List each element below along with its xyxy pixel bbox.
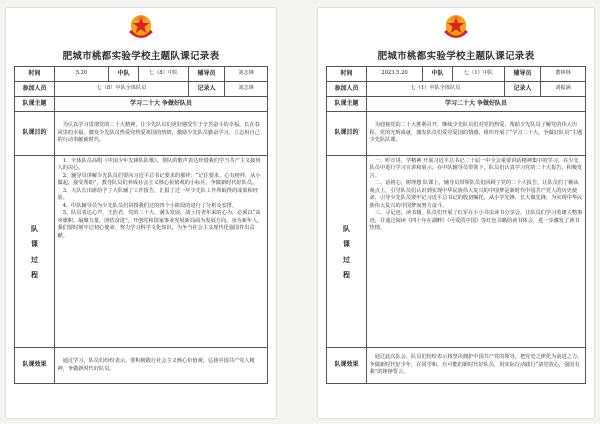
process-item: 二、话初心，树理想 队课上，辅导员带领队员们回顾了党的二十大报告，让队员们了解从观点上，引导队员们认识到实现中华民族伟大复兴的中国梦是新时代中国共产党人的历史使命，引导少先队员要牢记习近平总书记的殷切嘱托，从小学先锋、长大做先锋，为实现中华民族伟大复兴的中国梦而努力奋斗。 xyxy=(369,180,583,209)
squad-label: 中队 xyxy=(109,67,139,82)
process-item: 5、队员表达心声，王浩君，党的二十大，满头发展，战士持青年来的心为，必须以“高举旗帜，凝聚力量，团结奋进”，开创党和国家事业发展新局面为发展方向。身为新年人，我们要时刻牢记初心使命，努力学习科学文化知识，为争当社会主义现代化强国作出贡献。 xyxy=(57,210,263,239)
recorder-value: 刘志锋 xyxy=(225,82,268,97)
recorder-value: 刘振涵 xyxy=(541,82,586,97)
topic-label: 队课主题 xyxy=(327,97,367,112)
counselor-label: 辅导员 xyxy=(505,67,541,82)
participants-label: 参加人员 xyxy=(15,82,55,97)
process-item: 1、全体队员高唱《中国少年先锋队队歌》，帮队的歌声表达珍惜我们学当共产主义接班人的决心。 xyxy=(57,157,261,172)
participants-label: 参加人员 xyxy=(327,82,367,97)
goal-text: 为迎接党的二十大胜利召开，继续少先队员们对党的热爱，帮助少先队员了解党的伟大历程、党的光辉成就，激发队员们爱党爱国的情感，组织开展了“学习二十大，争做好队员”主题少先队队课。 xyxy=(367,112,586,156)
time-label: 时间 xyxy=(15,67,55,82)
sheet-title: 肥城市桃都实验学校主题队课记录表 xyxy=(62,51,220,62)
time-label: 时间 xyxy=(327,67,367,82)
goal-label: 队课目的 xyxy=(327,112,367,156)
counselor-value: 刘志锋 xyxy=(225,67,268,82)
process-label: 队 课 过 程 xyxy=(327,156,367,348)
process-label: 队 课 过 程 xyxy=(15,156,55,348)
squad-label: 中队 xyxy=(423,67,453,82)
record-table xyxy=(14,66,268,384)
effect-text: 通过此次队会，队员们纷纷表示将坚决拥护中国共产党的领导，把党史之律化为前进之力，争做新时代好少年，在同学和，有可能的新时代好队员，用实际行动践行“请党放心，强国有我”的铮铮誓言。 xyxy=(367,348,586,384)
squad-value: 七（1）中队 xyxy=(453,67,505,82)
process-item: 一、听宣讲，学精神 开展习近平总书记二十届一中全会重要讲话精神集中的学习，在少先队员中进行学习宣讲和展示。在中队辅导员带领下，队员们认真学习党的二十大报告，积极发言。 xyxy=(369,157,583,179)
recorder-label: 记录人 xyxy=(505,82,541,97)
sheet-title: 肥城市桃都实验学校主题队课记录表 xyxy=(377,51,535,62)
topic-label: 队课主题 xyxy=(15,97,55,112)
goal-text: 为认真学习贯彻党的二十大精神，让少先队员们更好感受生于辛苦奋斗的幸福，长在春风里的幸福，激发少先队员热爱党热爱祖国的热情，激励少先队员勤奋学习，立志用自己的行动奉献新时代。 xyxy=(55,112,268,156)
process-text xyxy=(367,156,586,348)
young-pioneer-emblem-icon xyxy=(124,10,158,44)
record-sheet-right xyxy=(318,8,594,418)
effect-text: 通过学习，队员们纷纷表示，要积极践行社会主义核心价值观，弘扬中国共产党人精神，争做新时代好队员。 xyxy=(55,348,268,384)
counselor-label: 辅导员 xyxy=(189,67,225,82)
record-sheet-left xyxy=(6,8,276,418)
squad-value: 七（8）中队 xyxy=(139,67,189,82)
time-value: 5.20 xyxy=(55,67,109,82)
topic-value: 学习二十大 争做好队员 xyxy=(55,97,268,112)
young-pioneer-emblem-icon xyxy=(439,10,473,44)
process-item: 三、寻足迹，读书籍，队员们开展了红军在小小书虫读书分享会，让队员们学习英雄人物事迹，并通过阅读《四十年在湖畔》《可爱的中国》等红色书籍的读书体会，进一步激发了读书热情。 xyxy=(369,210,583,232)
record-table xyxy=(326,66,586,384)
time-value: 2023.5.20 xyxy=(367,67,423,82)
process-item: 2、辅导员讲解少先队员们要向习近平总书记要求的那样：“记住要求，心有榜样，从小做起，接受帮助”，教导队员们养成社会主义核心价值观的小标兵，争做新时代好队员。 xyxy=(57,172,261,187)
process-text xyxy=(55,156,268,348)
participants-value: 七（8）中队全体队员 xyxy=(55,82,189,97)
effect-label: 队课效果 xyxy=(327,348,367,384)
topic-value: 学习二十大 争做好队员 xyxy=(367,97,586,112)
process-item: 4、中队辅导员为少先队员们讲授我们过的四个小阶段的进行了分析及安排。 xyxy=(62,202,238,209)
goal-label: 队课目的 xyxy=(15,112,55,156)
participants-value: 七（1）中队全体队员 xyxy=(367,82,505,97)
process-item: 3、大队长出席给予了大队辅了工作报告，汇报了过一年少先队工作所取得的成果和经验。 xyxy=(57,187,258,202)
recorder-label: 记录人 xyxy=(189,82,225,97)
counselor-value: 董林林 xyxy=(541,67,586,82)
effect-label: 队课效果 xyxy=(15,348,55,384)
